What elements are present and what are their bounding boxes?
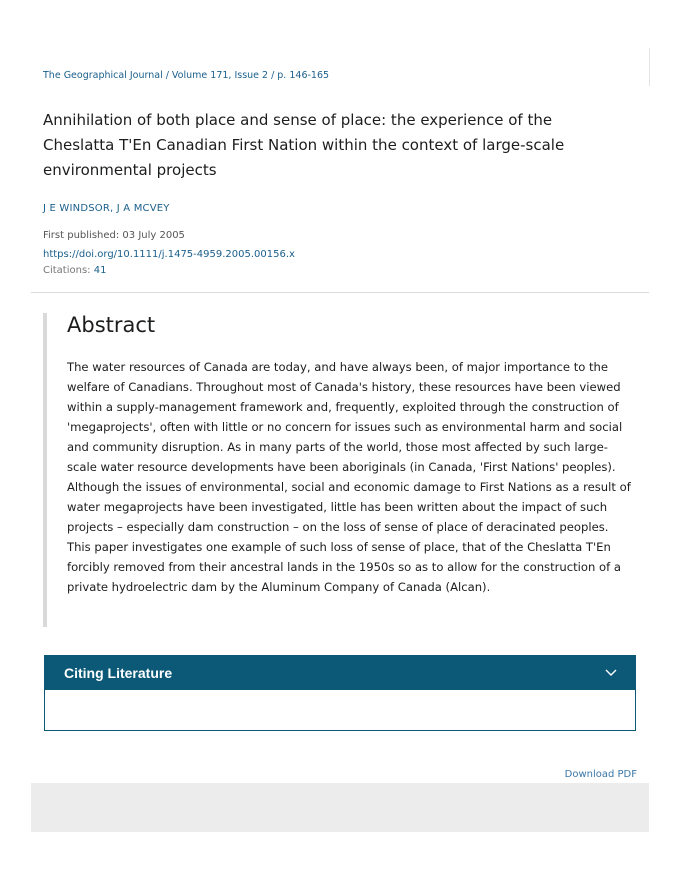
- doi-link[interactable]: https://doi.org/10.1111/j.1475-4959.2005.00156.x: [43, 249, 295, 260]
- journal-link[interactable]: The Geographical Journal: [43, 70, 163, 81]
- footer-bar: [31, 783, 649, 832]
- citing-literature-panel: [44, 655, 636, 731]
- section-divider: [31, 292, 649, 293]
- citing-literature-toggle[interactable]: [45, 656, 635, 690]
- breadcrumb: [43, 70, 329, 81]
- breadcrumb-separator-2: /: [271, 70, 275, 81]
- page-range: p. 146-165: [277, 70, 330, 81]
- article-authors[interactable]: J E WINDSOR, J A MCVEY: [43, 203, 170, 214]
- top-divider-line: [649, 48, 650, 86]
- citations-label: Citations:: [43, 265, 91, 276]
- abstract-heading: Abstract: [67, 313, 156, 337]
- issue-link[interactable]: Volume 171, Issue 2: [171, 70, 269, 81]
- chevron-down-icon: [605, 667, 617, 679]
- citing-literature-label: Citing Literature: [64, 665, 173, 681]
- first-published-date: First published: 03 July 2005: [43, 230, 185, 241]
- abstract-text: The water resources of Canada are today, and have always been, of major importance to the welfare of Canadians. Throughout most of Canada's history, these resources have been viewed within a supply-management framework and, frequently, exploited through the construction of 'megaprojects', often with little or no concern for issues such as environmental harm and social and community disruption. As in many parts of the world, those most affected by such large-scale water resource developments have been aboriginals (in Canada, 'First Nations' peoples). Although the issues of environmental, social and economic damage to First Nations as a result of water megaprojects have been investigated, little has been written about the impact of such projects – especially dam construction – on the loss of sense of place of deracinated peoples. This paper investigates one example of such loss of sense of place, that of the Cheslatta T'En forcibly removed from their ancestral lands in the 1950s so as to allow for the construction of a private hydroelectric dam by the Aluminum Company of Canada (Alcan).: [67, 360, 631, 594]
- abstract-section: [43, 313, 639, 627]
- citations-count[interactable]: [43, 265, 106, 276]
- article-title: Annihilation of both place and sense of place: the experience of the Cheslatta T'En Canadian First Nation within the context of large-scale environmental projects: [43, 111, 565, 179]
- breadcrumb-separator: /: [165, 70, 169, 81]
- download-pdf-link[interactable]: Download PDF: [564, 769, 637, 780]
- citations-number: 41: [93, 265, 107, 276]
